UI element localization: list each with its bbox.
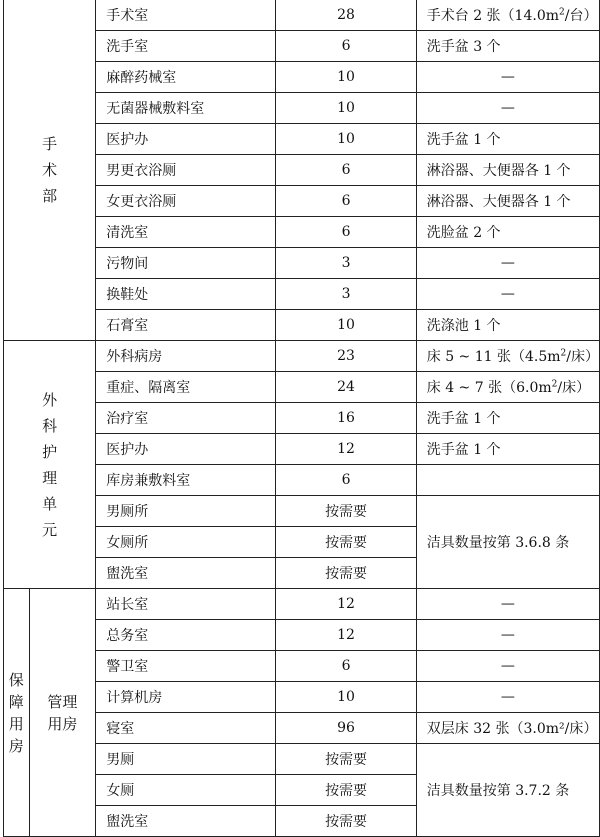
room-name: 女更衣浴厕 [96, 186, 276, 217]
room-name: 污物间 [96, 248, 276, 279]
group-surgery [4, 0, 96, 341]
room-note: 洗涤池 1 个 [416, 310, 599, 341]
room-note: 双层床 32 张（3.0m²/床） [416, 713, 599, 744]
room-area: 6 [276, 31, 416, 62]
room-name: 男更衣浴厕 [96, 155, 276, 186]
room-name: 库房兼敷料室 [96, 465, 276, 496]
facility-table [3, 0, 600, 837]
room-area: 3 [276, 248, 416, 279]
group-label: 保障用房 [8, 670, 24, 755]
room-area: 96 [276, 713, 416, 744]
room-area: 按需要 [276, 806, 416, 837]
group-management [29, 589, 96, 837]
room-name: 石膏室 [96, 310, 276, 341]
room-note: 床 4 ~ 7 张（$6.0m^2/$床） [416, 372, 599, 403]
room-area: 6 [276, 651, 416, 682]
room-note: 洗手盆 1 个 [416, 434, 599, 465]
room-area: 12 [276, 434, 416, 465]
room-name: 女厕所 [96, 527, 276, 558]
room-area: 24 [276, 372, 416, 403]
room-area: 16 [276, 403, 416, 434]
room-name: 外科病房 [96, 341, 276, 372]
room-area: 10 [276, 310, 416, 341]
room-area: 按需要 [276, 744, 416, 775]
room-note: 洗手盆 1 个 [416, 403, 599, 434]
room-name: 男厕 [96, 744, 276, 775]
room-name: 计算机房 [96, 682, 276, 713]
room-area: 按需要 [276, 558, 416, 589]
room-name: 麻醉药械室 [96, 62, 276, 93]
room-name: 重症、隔离室 [96, 372, 276, 403]
table-row [4, 341, 600, 372]
room-name: 换鞋处 [96, 279, 276, 310]
room-area: 10 [276, 62, 416, 93]
room-name: 治疗室 [96, 403, 276, 434]
group-ward [4, 341, 96, 589]
room-area: 12 [276, 620, 416, 651]
room-area: 12 [276, 589, 416, 620]
room-area: 3 [276, 279, 416, 310]
room-name: 女厕 [96, 775, 276, 806]
room-name: 寝室 [96, 713, 276, 744]
room-name: 清洗室 [96, 217, 276, 248]
room-name: 男厕所 [96, 496, 276, 527]
room-note [416, 465, 599, 496]
room-note: 洗手盆 3 个 [416, 31, 599, 62]
table-row [4, 589, 600, 620]
room-area: 按需要 [276, 527, 416, 558]
room-note: — [416, 248, 599, 279]
room-name: 警卫室 [96, 651, 276, 682]
room-area: 10 [276, 93, 416, 124]
room-note: 手术台 2 张（$14.0m^2/$台） [416, 0, 599, 31]
room-area: 10 [276, 682, 416, 713]
group-label: 手术部 [42, 135, 58, 205]
subgroup-label: 管理用房 [47, 692, 78, 733]
room-note: — [416, 93, 599, 124]
room-area: 按需要 [276, 496, 416, 527]
group-support [4, 589, 30, 837]
room-note: 淋浴器、大便器各 1 个 [416, 155, 599, 186]
table-row [4, 0, 600, 31]
room-area: 6 [276, 465, 416, 496]
room-name: 手术室 [96, 0, 276, 31]
shared-note: 洁具数量按第 3.6.8 条 [416, 496, 599, 589]
room-area: 10 [276, 124, 416, 155]
room-name: 医护办 [96, 124, 276, 155]
room-note: — [416, 62, 599, 93]
room-name: 站长室 [96, 589, 276, 620]
room-area: 28 [276, 0, 416, 31]
room-area: 6 [276, 155, 416, 186]
room-name: 洗手室 [96, 31, 276, 62]
room-name: 医护办 [96, 434, 276, 465]
room-note: 床 5 ~ 11 张（$4.5m^2/$床） [416, 341, 599, 372]
room-area: 23 [276, 341, 416, 372]
room-name: 无菌器械敷料室 [96, 93, 276, 124]
room-note: — [416, 279, 599, 310]
room-name: 盥洗室 [96, 806, 276, 837]
room-note: 洗手盆 1 个 [416, 124, 599, 155]
room-note: 洗脸盆 2 个 [416, 217, 599, 248]
room-note: — [416, 589, 599, 620]
room-name: 盥洗室 [96, 558, 276, 589]
room-name: 总务室 [96, 620, 276, 651]
room-note: — [416, 620, 599, 651]
shared-note: 洁具数量按第 3.7.2 条 [416, 744, 599, 837]
room-note: — [416, 651, 599, 682]
room-area: 按需要 [276, 775, 416, 806]
group-label: 外科护理单元 [42, 390, 58, 539]
room-note: — [416, 682, 599, 713]
room-note: 淋浴器、大便器各 1 个 [416, 186, 599, 217]
room-area: 6 [276, 217, 416, 248]
room-area: 6 [276, 186, 416, 217]
